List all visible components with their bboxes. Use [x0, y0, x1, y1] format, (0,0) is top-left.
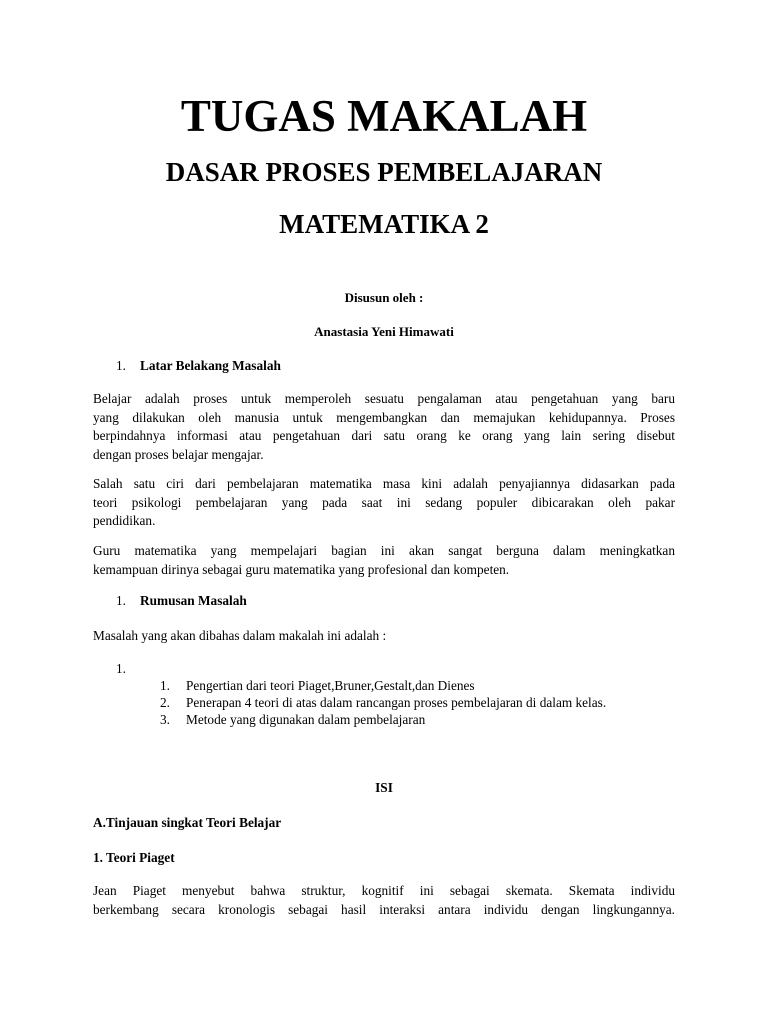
paragraph-line: berpindahnya informasi atau pengetahuan dari satu orang ke orang yang lain sering disebut: [93, 428, 675, 444]
author-name: Anastasia Yeni Himawati: [314, 324, 454, 339]
teori-piaget-heading: 1. Teori Piaget: [93, 850, 175, 865]
document-subtitle-line1: DASAR PROSES PEMBELAJARAN: [165, 157, 603, 187]
paragraph-line: Guru matematika yang mempelajari bagian ini akan sangat berguna dalam meningkatkan: [93, 543, 675, 558]
list-item-number: 3.: [160, 712, 170, 727]
isi-heading: ISI: [375, 780, 393, 795]
paragraph-line: Jean Piaget menyebut bahwa struktur, kognitif ini sebagai skemata. Skemata individu: [93, 883, 675, 898]
paragraph-line: pendidikan.: [93, 513, 156, 529]
paragraph-line: Salah satu ciri dari pembelajaran matematika masa kini adalah penyajiannya didasarkan pada: [93, 476, 675, 491]
paragraph-line: yang dilakukan oleh manusia untuk mengembangkan dan memajukan kehidupannya. Proses: [93, 409, 675, 425]
section1-heading: Latar Belakang Masalah: [140, 358, 281, 373]
section2-intro: Masalah yang akan dibahas dalam makalah ini adalah :: [93, 628, 387, 643]
document-title: TUGAS MAKALAH: [180, 91, 588, 141]
list-item: Pengertian dari teori Piaget,Bruner,Gestalt,dan Dienes: [186, 678, 475, 693]
section1-paragraph-3: [93, 542, 675, 579]
paragraph-line: kemampuan dirinya sebagai guru matematika yang profesional dan kompeten.: [93, 561, 510, 577]
list-item: Penerapan 4 teori di atas dalam rancangan proses pembelajaran di dalam kelas.: [186, 695, 607, 710]
list-item-number: 1.: [160, 678, 170, 693]
list-item-number: 2.: [160, 695, 170, 710]
paragraph-line: dengan proses belajar mengajar.: [93, 446, 264, 462]
section1-number: 1.: [116, 358, 126, 373]
paragraph-line: Belajar adalah proses untuk memperoleh sesuatu pengalaman atau pengetahuan yang baru: [93, 391, 675, 406]
paragraph-line: berkembang secara kronologis sebagai hasil interaksi antara individu dengan lingkungannya.: [93, 901, 675, 917]
subsection-a-heading: A.Tinjauan singkat Teori Belajar: [93, 815, 282, 830]
section1-paragraph-1: [93, 390, 675, 464]
section2-outer-number: 1.: [116, 661, 126, 676]
compiled-by-label: Disusun oleh :: [344, 290, 424, 305]
section2-number: 1.: [116, 593, 126, 608]
document-subtitle-line2: MATEMATIKA 2: [279, 209, 489, 239]
piaget-paragraph: [93, 882, 675, 919]
section1-paragraph-2: [93, 475, 675, 531]
section2-heading: Rumusan Masalah: [140, 593, 247, 608]
list-item: Metode yang digunakan dalam pembelajaran: [186, 712, 426, 727]
paragraph-line: teori psikologi pembelajaran yang pada saat ini sedang populer dibicarakan oleh pakar: [93, 494, 675, 510]
